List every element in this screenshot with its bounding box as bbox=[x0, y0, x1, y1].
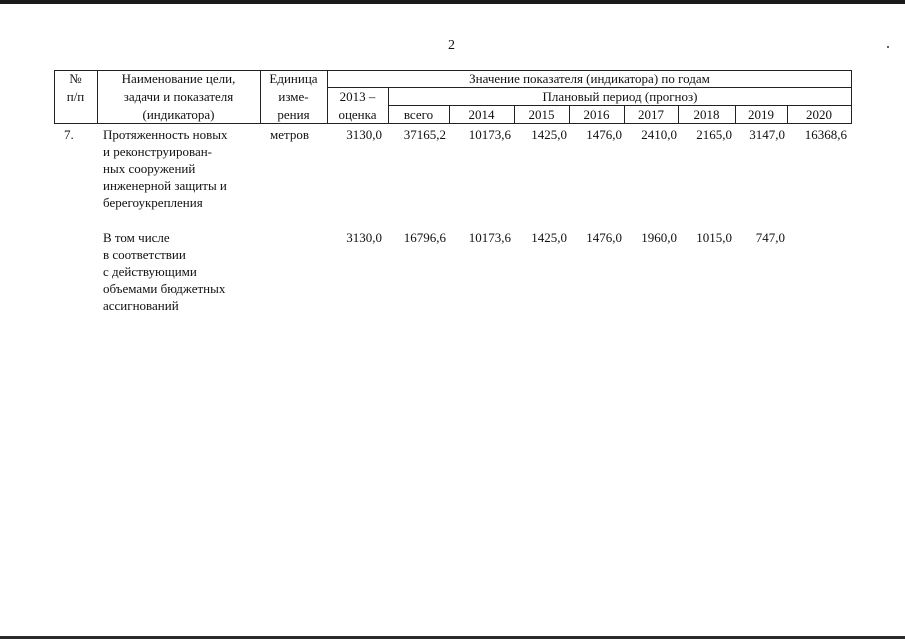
header-year-2015: 2015 bbox=[528, 107, 555, 122]
row-value-2019: 747,0 bbox=[755, 230, 785, 245]
header-total: всего bbox=[403, 107, 434, 122]
row-value-2018: 1015,0 bbox=[696, 230, 732, 245]
page-number: 2 bbox=[448, 38, 455, 53]
row-value-2014: 10173,6 bbox=[468, 127, 511, 142]
table-row bbox=[0, 229, 905, 319]
header-name-line1: Наименование цели, bbox=[121, 71, 236, 86]
header-num-line2: п/п bbox=[66, 89, 85, 104]
header-year-2017: 2017 bbox=[638, 107, 664, 122]
row-name-line: инженерной защиты и bbox=[103, 178, 227, 193]
row-name-line: с действующими bbox=[103, 264, 197, 279]
header-name-line3: (индикатора) bbox=[142, 107, 215, 122]
row-name-line: Протяженность новых bbox=[103, 127, 228, 142]
header-year-2019: 2019 bbox=[748, 107, 774, 122]
row-estimate: 3130,0 bbox=[346, 127, 382, 142]
row-value-2015: 1425,0 bbox=[531, 127, 567, 142]
row-value-2016: 1476,0 bbox=[586, 230, 622, 245]
row-name-line: ных сооружений bbox=[103, 161, 196, 176]
row-name-line: берегоукрепления bbox=[103, 195, 203, 210]
row-estimate: 3130,0 bbox=[346, 230, 382, 245]
table-header bbox=[54, 70, 852, 124]
header-unit-line2: изме- bbox=[278, 89, 309, 104]
row-number: 7. bbox=[64, 127, 74, 142]
row-name-line: в соответствии bbox=[103, 247, 186, 262]
header-plan-title: Плановый период (прогноз) bbox=[542, 89, 698, 104]
bottom-border bbox=[0, 636, 905, 639]
top-border bbox=[0, 0, 905, 4]
row-total: 37165,2 bbox=[403, 127, 446, 142]
row-value-2018: 2165,0 bbox=[696, 127, 732, 142]
row-value-2017: 1960,0 bbox=[641, 230, 677, 245]
header-year-2016: 2016 bbox=[583, 107, 610, 122]
header-year-2018: 2018 bbox=[693, 107, 720, 122]
header-year-2020: 2020 bbox=[806, 107, 832, 122]
header-unit-line1: Единица bbox=[269, 71, 318, 86]
row-name-line: объемами бюджетных bbox=[103, 281, 226, 296]
row-value-2015: 1425,0 bbox=[531, 230, 567, 245]
header-unit-line3: рения bbox=[277, 107, 310, 122]
row-name-line: и реконструирован- bbox=[103, 144, 213, 159]
table-row bbox=[0, 126, 905, 216]
row-value-2017: 2410,0 bbox=[641, 127, 677, 142]
row-total: 16796,6 bbox=[403, 230, 446, 245]
row-name-line: В том числе bbox=[103, 230, 170, 245]
row-value-2016: 1476,0 bbox=[586, 127, 622, 142]
row-unit: метров bbox=[270, 127, 309, 142]
header-estimate-line1: 2013 – bbox=[339, 89, 376, 104]
row-value-2019: 3147,0 bbox=[749, 127, 785, 142]
row-value-2020: 16368,6 bbox=[804, 127, 847, 142]
header-estimate-line2: оценка bbox=[338, 107, 377, 122]
header-year-2014: 2014 bbox=[468, 107, 495, 122]
header-values-title: Значение показателя (индикатора) по годам bbox=[469, 71, 710, 86]
row-name-line: ассигнований bbox=[103, 298, 179, 313]
header-num-line1: № bbox=[69, 71, 82, 86]
row-value-2014: 10173,6 bbox=[468, 230, 511, 245]
header-name-line2: задачи и показателя bbox=[123, 89, 234, 104]
scan-speck bbox=[887, 46, 889, 48]
